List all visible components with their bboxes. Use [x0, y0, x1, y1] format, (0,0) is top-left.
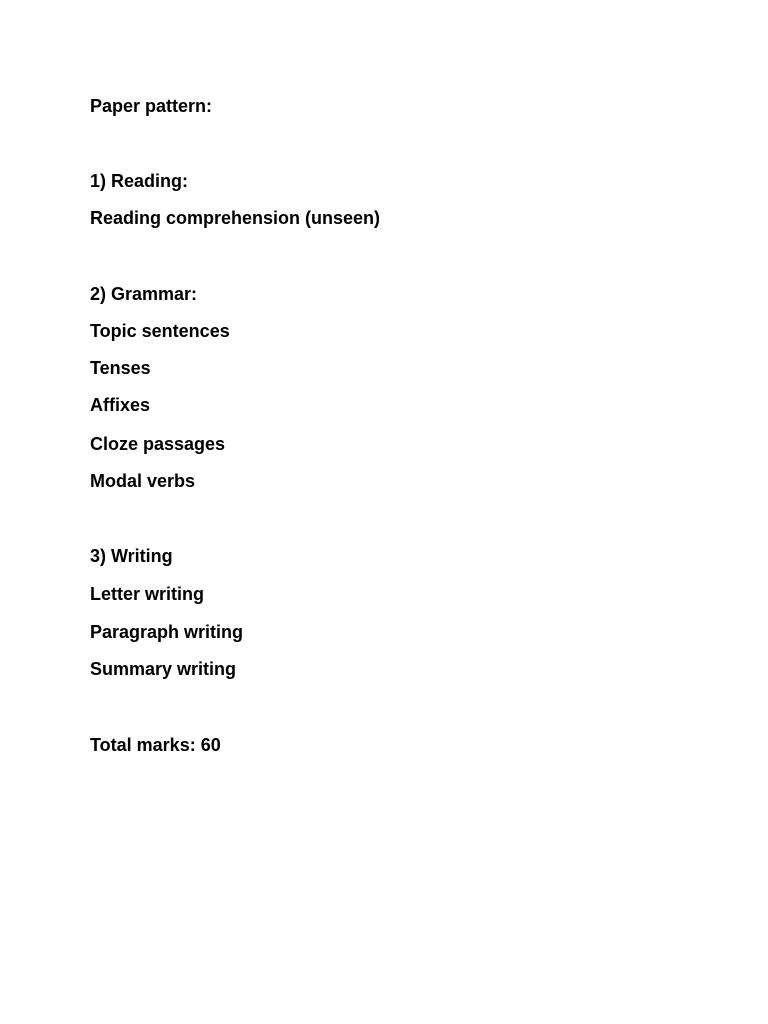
- total-marks: Total marks: 60: [90, 735, 221, 755]
- grammar-item: Affixes: [90, 395, 151, 415]
- grammar-item: Topic sentences: [90, 321, 230, 341]
- grammar-item: Modal verbs: [90, 471, 196, 491]
- reading-item: Reading comprehension (unseen): [90, 208, 381, 228]
- writing-item: Letter writing: [90, 584, 205, 604]
- grammar-item: Tenses: [90, 358, 151, 378]
- writing-item: Summary writing: [90, 659, 237, 679]
- grammar-section-title: 2) Grammar:: [90, 284, 198, 304]
- writing-section-title: 3) Writing: [90, 546, 173, 566]
- grammar-item: Cloze passages: [90, 434, 226, 454]
- writing-item: Paragraph writing: [90, 622, 244, 642]
- reading-section-title: 1) Reading:: [90, 171, 189, 191]
- paper-pattern-heading: Paper pattern:: [90, 96, 213, 116]
